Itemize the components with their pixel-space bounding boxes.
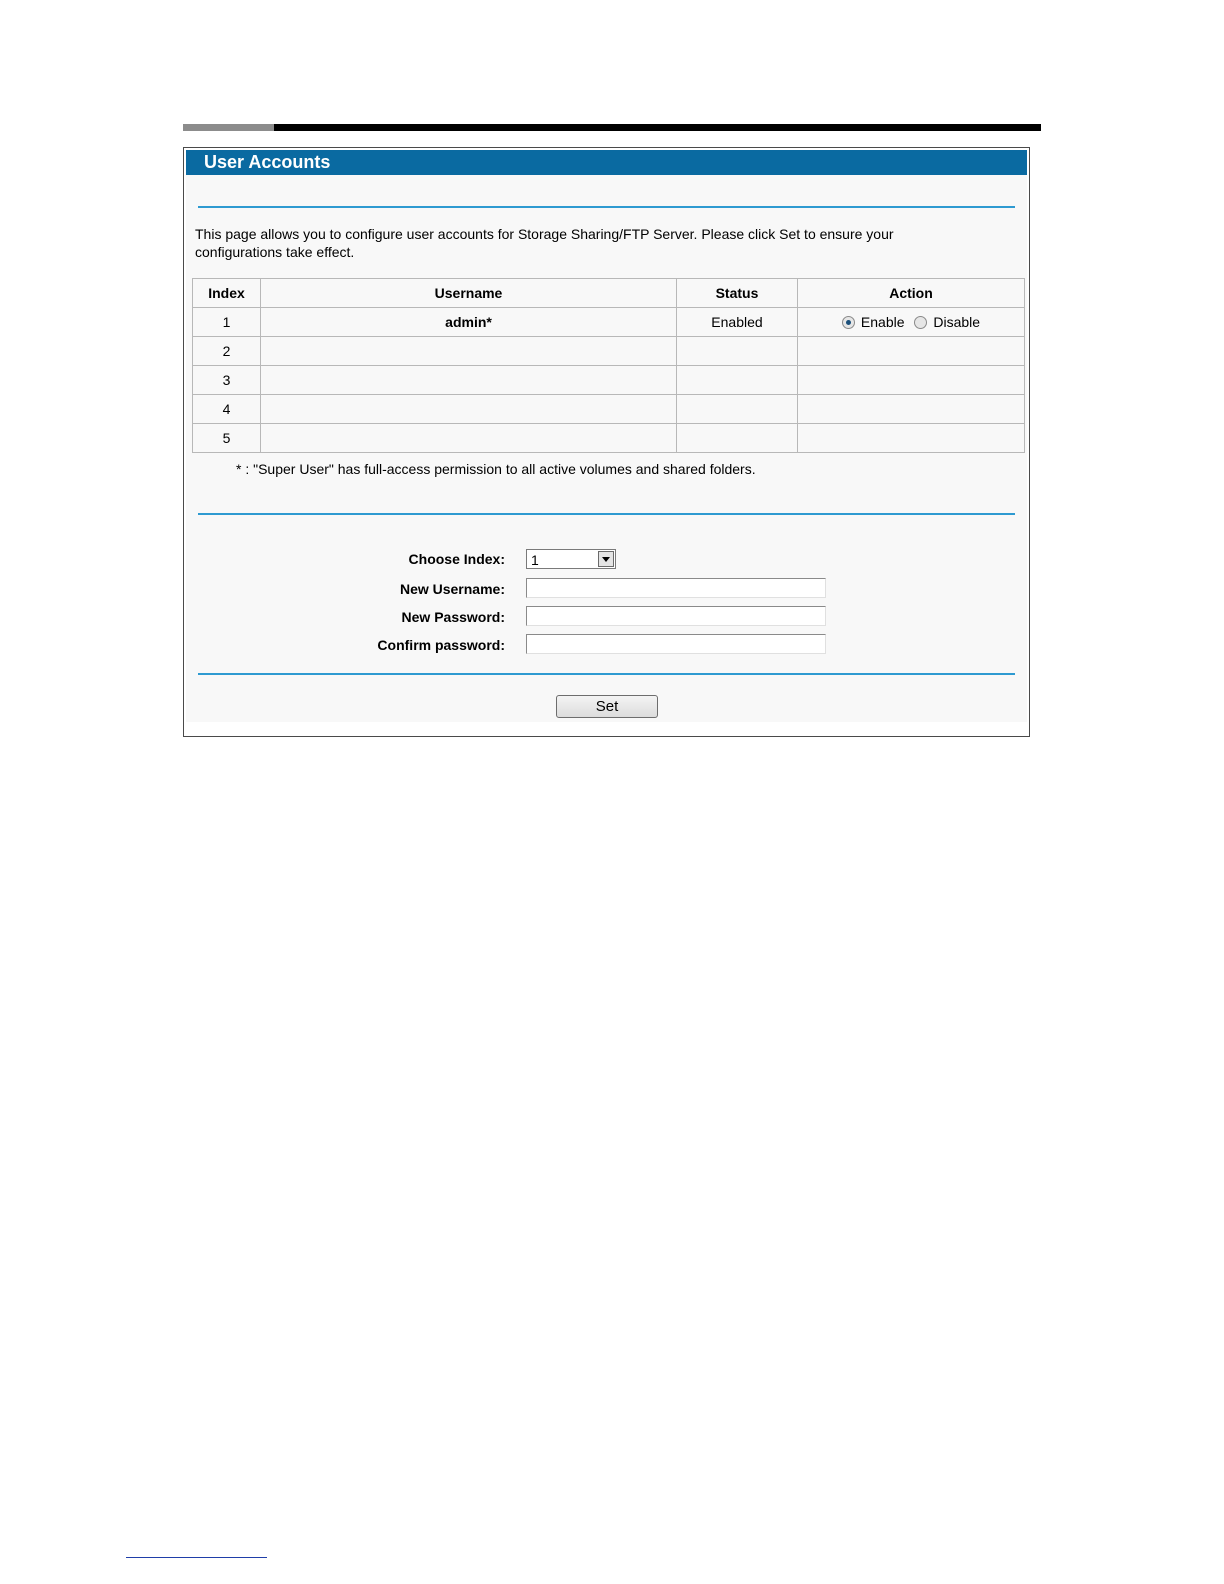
row-username — [261, 366, 677, 395]
row-action — [798, 424, 1025, 453]
row-action — [798, 308, 1025, 337]
disable-radio[interactable] — [914, 316, 927, 329]
table-row — [193, 366, 1025, 395]
choose-index-select[interactable] — [526, 549, 616, 569]
disable-radio-label: Disable — [933, 314, 981, 330]
header-status: Status — [677, 279, 798, 308]
row-index: 3 — [193, 366, 261, 395]
header-action: Action — [798, 279, 1025, 308]
confirm-password-input[interactable] — [526, 634, 826, 654]
table-row — [193, 395, 1025, 424]
row-username: admin* — [261, 308, 677, 337]
table-row — [193, 424, 1025, 453]
top-decorative-rule — [183, 124, 1041, 131]
row-action — [798, 366, 1025, 395]
row-index: 1 — [193, 308, 261, 337]
new-password-label: New Password: — [401, 609, 505, 625]
enable-radio[interactable] — [842, 316, 855, 329]
row-index: 5 — [193, 424, 261, 453]
choose-index-label: Choose Index: — [408, 551, 505, 567]
accounts-table — [192, 278, 1025, 453]
header-index: Index — [193, 279, 261, 308]
row-status: Enabled — [677, 308, 798, 337]
super-user-footnote: * : "Super User" has full-access permission to all active volumes and shared folders. — [236, 461, 756, 477]
row-username — [261, 424, 677, 453]
new-username-input[interactable] — [526, 578, 826, 598]
table-header-row — [193, 279, 1025, 308]
row-username — [261, 337, 677, 366]
set-button[interactable]: Set — [556, 695, 658, 718]
header-username: Username — [261, 279, 677, 308]
new-password-input[interactable] — [526, 606, 826, 626]
enable-radio-label: Enable — [860, 314, 905, 330]
divider-bottom — [198, 673, 1015, 675]
confirm-password-label: Confirm password: — [377, 637, 505, 653]
new-username-label: New Username: — [399, 581, 505, 597]
row-status — [677, 366, 798, 395]
divider-top — [198, 206, 1015, 208]
row-index: 2 — [193, 337, 261, 366]
row-status — [677, 337, 798, 366]
user-accounts-panel — [183, 147, 1030, 737]
table-row — [193, 337, 1025, 366]
row-status — [677, 395, 798, 424]
table-row — [193, 308, 1025, 337]
row-action — [798, 395, 1025, 424]
page-title: User Accounts — [186, 150, 1027, 175]
row-index: 4 — [193, 395, 261, 424]
chevron-down-icon[interactable] — [598, 551, 614, 567]
intro-text: This page allows you to configure user accounts for Storage Sharing/FTP Server. Please click Set to ensure your configurations take effect. — [195, 226, 894, 260]
choose-index-value: 1 — [531, 552, 539, 568]
top-rule-gray-segment — [183, 124, 274, 131]
footer-link-underline — [126, 1557, 267, 1558]
panel-body — [186, 150, 1027, 722]
row-action — [798, 337, 1025, 366]
row-status — [677, 424, 798, 453]
divider-middle — [198, 513, 1015, 515]
row-username — [261, 395, 677, 424]
